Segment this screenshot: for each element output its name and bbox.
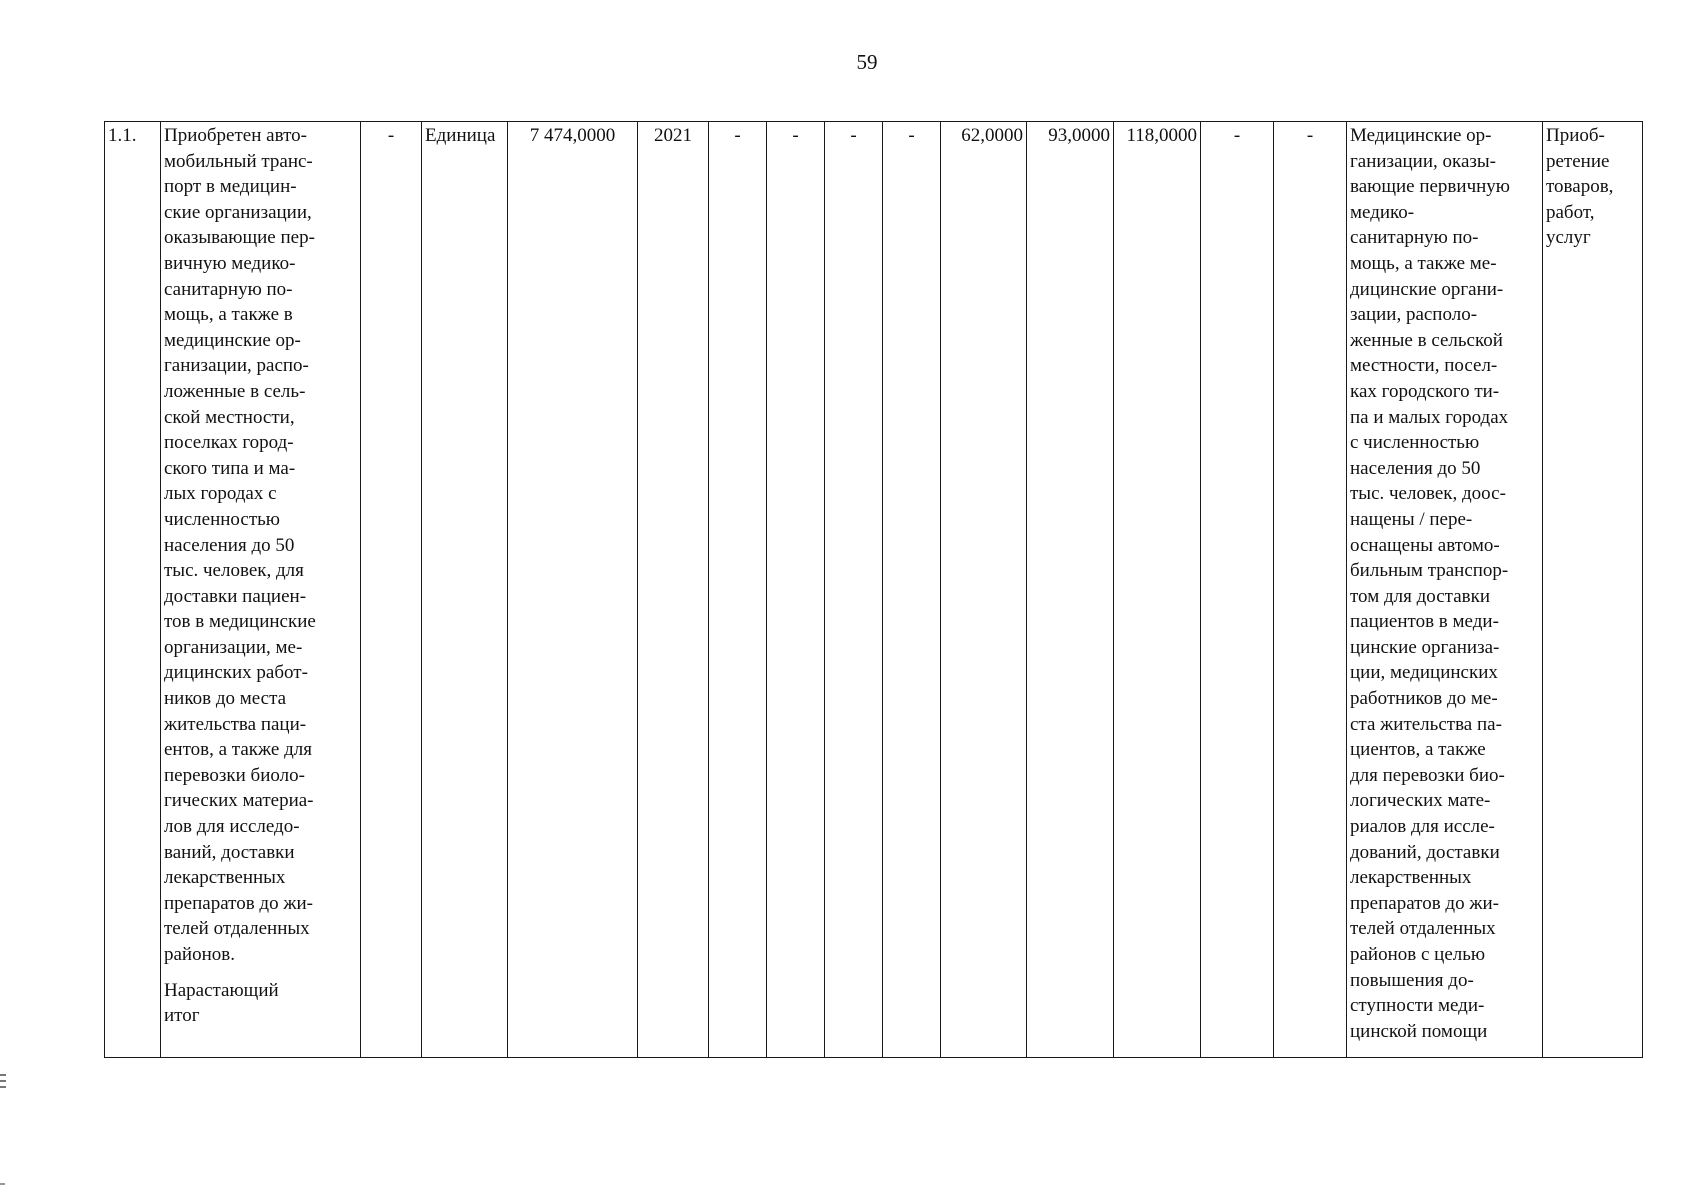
- text-line: телей отдаленных: [164, 918, 310, 940]
- scan-edge-tick: [0, 1183, 5, 1185]
- text-line: пациентов в меди-: [1350, 611, 1499, 633]
- unit-cell: Единица: [422, 122, 508, 1058]
- activity-type-cell: [1543, 122, 1643, 1058]
- text-line: па и малых городах: [1350, 406, 1509, 428]
- text-line: ские организации,: [164, 201, 312, 223]
- year-value-cell: -: [883, 122, 941, 1058]
- text-line: ентов, а также для: [164, 739, 312, 761]
- text-line: препаратов до жи-: [164, 892, 313, 914]
- text-line: жительства паци-: [164, 713, 307, 735]
- indicator-cell: -: [361, 122, 422, 1058]
- text-line: ложенные в сель-: [164, 380, 306, 402]
- description-cell: [161, 122, 361, 1058]
- text-line: лых городах с: [164, 483, 277, 505]
- text-line: препаратов до жи-: [1350, 892, 1499, 914]
- text-line: итог: [164, 1005, 200, 1027]
- text-line: работ,: [1546, 201, 1595, 223]
- year-value-cell: -: [1201, 122, 1274, 1058]
- text-line: мощь, а также в: [164, 304, 293, 326]
- text-line: дицинских работ-: [164, 662, 308, 684]
- text-line: ках городского ти-: [1350, 380, 1500, 402]
- table-row: [105, 122, 1643, 1058]
- description-text: [164, 123, 357, 968]
- text-line: цинской помощи: [1350, 1020, 1488, 1042]
- text-line: санитарную по-: [1350, 227, 1479, 249]
- year-value-cell: -: [709, 122, 767, 1058]
- text-line: товаров,: [1546, 176, 1614, 198]
- text-line: населения до 50: [164, 534, 295, 556]
- text-line: дований, доставки: [1350, 841, 1500, 863]
- text-line: населения до 50: [1350, 457, 1481, 479]
- text-line: женные в сельской: [1350, 329, 1503, 351]
- text-line: лекарственных: [1350, 867, 1472, 889]
- activity-type-text: [1546, 123, 1639, 251]
- text-line: Нарастающий: [164, 979, 279, 1001]
- text-line: поселках город-: [164, 432, 294, 454]
- text-line: санитарную по-: [164, 278, 293, 300]
- text-line: доставки пациен-: [164, 585, 307, 607]
- text-line: тыс. человек, для: [164, 560, 304, 582]
- text-line: услуг: [1546, 227, 1591, 249]
- year-value-cell: -: [767, 122, 825, 1058]
- text-line: гических материа-: [164, 790, 314, 812]
- text-line: дицинские органи-: [1350, 278, 1504, 300]
- text-line: с численностью: [1350, 432, 1480, 454]
- text-line: ской местности,: [164, 406, 295, 428]
- text-line: перевозки биоло-: [164, 764, 305, 786]
- text-line: порт в медицин-: [164, 176, 297, 198]
- text-line: тыс. человек, доос-: [1350, 483, 1506, 505]
- text-line: циентов, а также: [1350, 739, 1486, 761]
- text-line: районов с целью: [1350, 944, 1486, 965]
- result-description-text: [1350, 123, 1539, 1044]
- page-number: 59: [856, 50, 878, 74]
- text-line: ции, медицинских: [1350, 662, 1498, 684]
- text-line: повышения до-: [1350, 969, 1474, 991]
- base-value-cell: 7 474,0000: [508, 122, 638, 1058]
- text-line: Приоб-: [1546, 125, 1605, 146]
- text-line: Приобретен авто-: [164, 125, 307, 146]
- text-line: ганизации, распо-: [164, 355, 309, 377]
- row-number-cell: 1.1.: [105, 122, 161, 1058]
- text-line: организации, ме-: [164, 636, 303, 658]
- text-line: местности, посел-: [1350, 355, 1498, 377]
- text-line: цинские организа-: [1350, 636, 1500, 658]
- text-line: ста жительства па-: [1350, 713, 1502, 735]
- text-line: лов для исследо-: [164, 816, 300, 838]
- text-line: зации, располо-: [1350, 304, 1478, 326]
- text-line: ского типа и ма-: [164, 457, 296, 479]
- text-line: оснащены автомо-: [1350, 534, 1500, 556]
- activities-table: [104, 121, 1643, 1058]
- text-line: логических мате-: [1350, 790, 1491, 812]
- text-line: вающие первичную: [1350, 176, 1510, 198]
- text-line: том для доставки: [1350, 585, 1491, 607]
- text-line: тов в медицинские: [164, 611, 316, 633]
- text-line: риалов для иссле-: [1350, 816, 1495, 838]
- text-line: медико-: [1350, 201, 1415, 223]
- text-line: мобильный транс-: [164, 150, 313, 172]
- text-line: работников до ме-: [1350, 688, 1498, 710]
- text-line: оказывающие пер-: [164, 227, 315, 249]
- text-line: телей отдаленных: [1350, 918, 1496, 940]
- text-line: ганизации, оказы-: [1350, 150, 1496, 172]
- text-line: Медицинские ор-: [1350, 125, 1492, 146]
- text-line: ников до места: [164, 688, 287, 710]
- text-line: ваний, доставки: [164, 841, 295, 863]
- cumulative-total-label: [164, 978, 357, 1029]
- year-value-cell: -: [1274, 122, 1347, 1058]
- text-line: ретение: [1546, 150, 1610, 172]
- text-line: лекарственных: [164, 867, 286, 889]
- year-value-cell: -: [825, 122, 883, 1058]
- text-line: численностью: [164, 508, 280, 530]
- text-line: мощь, а также ме-: [1350, 252, 1497, 274]
- year-value-cell: 62,0000: [941, 122, 1027, 1058]
- text-line: для перевозки био-: [1350, 764, 1505, 786]
- text-line: вичную медико-: [164, 252, 296, 274]
- year-value-cell: 118,0000: [1114, 122, 1201, 1058]
- scan-edge-marks: [0, 1074, 6, 1092]
- text-line: районов.: [164, 944, 235, 965]
- base-year-cell: 2021: [638, 122, 709, 1058]
- text-line: ступности меди-: [1350, 995, 1485, 1017]
- result-description-cell: [1347, 122, 1543, 1058]
- text-line: медицинские ор-: [164, 329, 301, 351]
- text-line: нащены / пере-: [1350, 508, 1473, 530]
- year-value-cell: 93,0000: [1027, 122, 1114, 1058]
- text-line: бильным транспор-: [1350, 560, 1509, 582]
